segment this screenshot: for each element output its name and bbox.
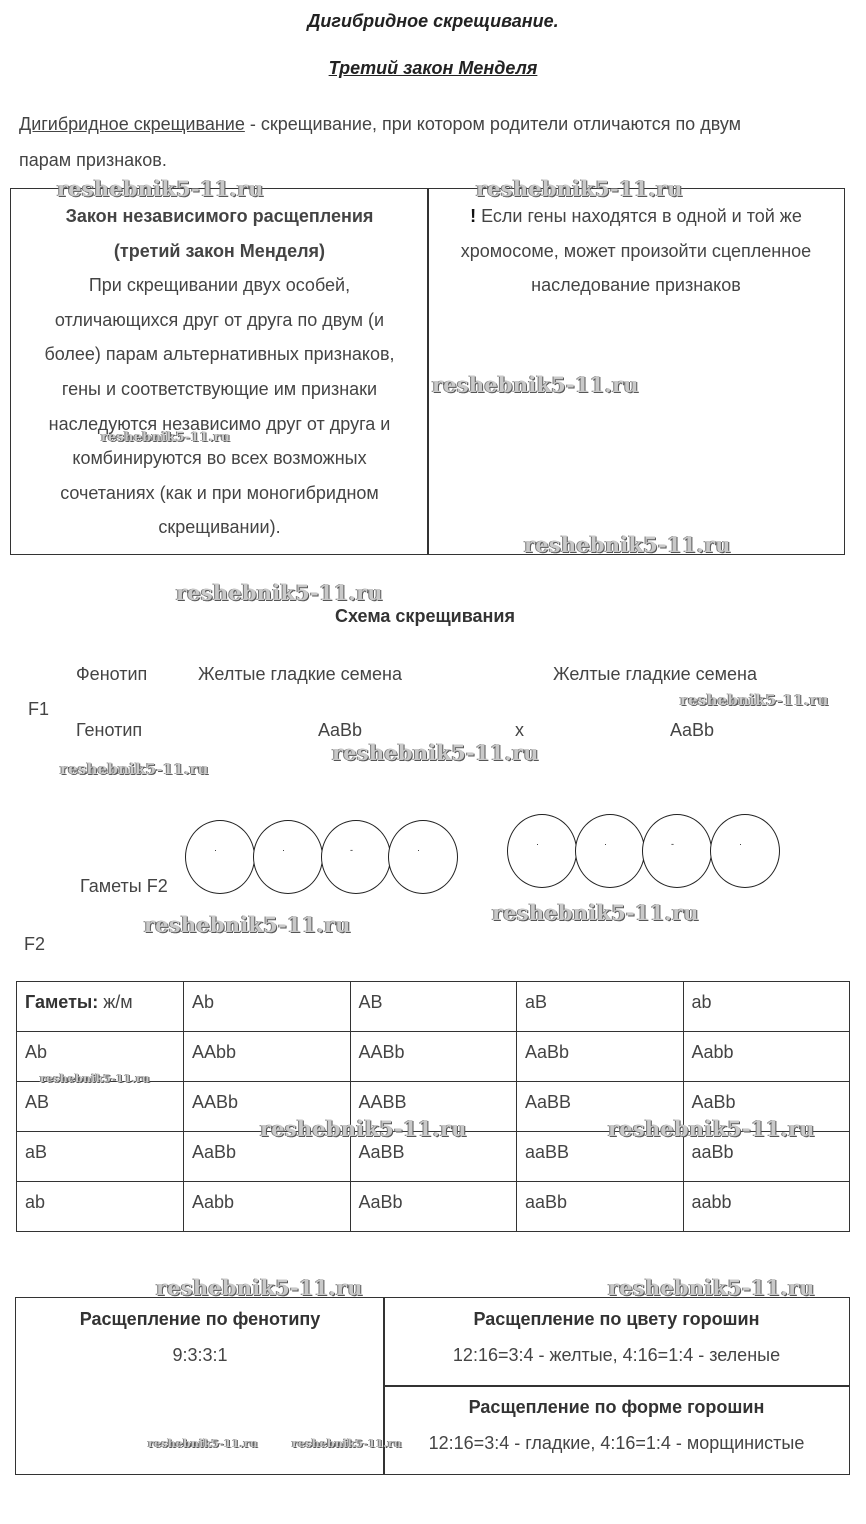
gamete-circle: - (642, 814, 712, 888)
grid-corner-cell (17, 982, 184, 1032)
watermark: reshebnik5-11.ru (40, 1072, 150, 1085)
watermark: reshebnik5-11.ru (148, 1437, 258, 1450)
definition-text-line2: парам признаков. (19, 150, 167, 170)
phenotype-split-title: Расщепление по фенотипу (79, 1309, 321, 1329)
law-line: наследуются независимо друг от друга и (48, 413, 391, 434)
punnett-grid (16, 981, 850, 1232)
gamete-circle: · (575, 814, 645, 888)
watermark: reshebnik5-11.ru (176, 580, 383, 605)
watermark: reshebnik5-11.ru (476, 176, 683, 201)
gamete-circle: · (253, 820, 323, 894)
grid-cell: AaBb (517, 1032, 684, 1082)
law-line: отличающихся друг от друга по двум (и (54, 309, 385, 330)
law-line: гены и соответствующие им признаки (61, 378, 378, 399)
gamete-circle: · (507, 814, 577, 888)
watermark: reshebnik5-11.ru (57, 176, 264, 201)
f2-label: F2 (24, 934, 46, 954)
shape-split-value: 12:16=3:4 - гладкие, 4:16=1:4 - морщинистые (428, 1433, 805, 1453)
scheme-title: Схема скрещивания (335, 606, 515, 626)
genotype-label: Генотип (76, 720, 143, 740)
page-title: Дигибридное скрещивание. (307, 11, 559, 31)
watermark: reshebnik5-11.ru (101, 430, 231, 445)
phenotype-split-value: 9:3:3:1 (172, 1345, 228, 1365)
grid-cell: Aabb (184, 1182, 351, 1232)
grid-col-header: aB (517, 982, 684, 1032)
note-text (429, 199, 843, 303)
watermark: reshebnik5-11.ru (292, 1437, 402, 1450)
grid-cell: AaBb (683, 1082, 850, 1132)
page-subtitle: Третий закон Менделя (328, 58, 538, 78)
watermark: reshebnik5-11.ru (524, 532, 731, 557)
shape-split-title: Расщепление по форме горошин (468, 1397, 765, 1417)
note-line: хромосоме, может произойти сцепленное (460, 240, 812, 261)
definition-term: Дигибридное скрещивание (19, 114, 245, 134)
law-heading-sub: (третий закон Менделя) (113, 240, 326, 261)
grid-row-header: AB (17, 1082, 184, 1132)
phenotype-left: Желтые гладкие семена (198, 664, 402, 684)
color-split-value: 12:16=3:4 - желтые, 4:16=1:4 - зеленые (452, 1345, 781, 1365)
grid-row-header: Ab (17, 1032, 184, 1082)
definition-text: - скрещивание, при котором родители отличаются по двум (244, 114, 742, 134)
grid-cell: aaBb (683, 1132, 850, 1182)
watermark: reshebnik5-11.ru (680, 691, 829, 709)
watermark: reshebnik5-11.ru (608, 1275, 815, 1300)
grid-corner-label: ж/м (98, 992, 133, 1012)
gamete-circle: - (321, 820, 391, 894)
note-line: наследование признаков (531, 275, 741, 296)
watermark: reshebnik5-11.ru (60, 760, 209, 778)
gametes-label: Гаметы F2 (80, 876, 168, 896)
watermark: reshebnik5-11.ru (608, 1116, 815, 1141)
grid-cell: aabb (683, 1182, 850, 1232)
definition-paragraph (19, 106, 855, 178)
law-line: скрещивании). (158, 517, 281, 538)
watermark: reshebnik5-11.ru (332, 740, 539, 765)
grid-cell: AAbb (184, 1032, 351, 1082)
law-line: более) парам альтернативных признаков, (44, 344, 395, 365)
grid-cell: aaBB (517, 1132, 684, 1182)
grid-cell: AaBB (517, 1082, 684, 1132)
genotype-left: AaBb (318, 720, 363, 740)
watermark: reshebnik5-11.ru (144, 912, 351, 937)
phenotype-right: Желтые гладкие семена (553, 664, 757, 684)
genotype-right: AaBb (670, 720, 715, 740)
color-split-title: Расщепление по цвету горошин (473, 1309, 760, 1329)
grid-col-header: Ab (184, 982, 351, 1032)
phenotype-label: Фенотип (76, 664, 148, 684)
grid-row-header: aB (17, 1132, 184, 1182)
grid-col-header: AB (350, 982, 517, 1032)
grid-cell: AABb (184, 1082, 351, 1132)
grid-cell: AaBb (184, 1132, 351, 1182)
table-row (17, 1182, 850, 1232)
watermark: reshebnik5-11.ru (260, 1116, 467, 1141)
exclamation-icon: ! (470, 206, 477, 226)
table-row (17, 982, 850, 1032)
watermark: reshebnik5-11.ru (432, 372, 639, 397)
grid-cell: Aabb (683, 1032, 850, 1082)
watermark: reshebnik5-11.ru (156, 1275, 363, 1300)
grid-row-header: ab (17, 1182, 184, 1232)
grid-cell: AABb (350, 1032, 517, 1082)
grid-cell: aaBb (517, 1182, 684, 1232)
gamete-circle: · (185, 820, 255, 894)
law-line: сочетаниях (как и при моногибридном (60, 482, 379, 503)
watermark: reshebnik5-11.ru (492, 900, 699, 925)
gamete-circle: · (710, 814, 780, 888)
note-line: Если гены находятся в одной и той же (476, 206, 802, 226)
law-line: При скрещивании двух особей, (88, 275, 351, 296)
gamete-circle: · (388, 820, 458, 894)
f1-label: F1 (28, 699, 50, 719)
grid-cell: AABB (350, 1082, 517, 1132)
law-text (12, 199, 427, 545)
grid-corner-bold: Гаметы: (25, 992, 99, 1012)
cross-sign: x (515, 720, 524, 740)
law-heading: Закон независимого расщепления (65, 206, 374, 226)
grid-cell: AaBb (350, 1182, 517, 1232)
grid-cell: AaBB (350, 1132, 517, 1182)
grid-col-header: ab (683, 982, 850, 1032)
law-line: комбинируются во всех возможных (72, 448, 367, 469)
